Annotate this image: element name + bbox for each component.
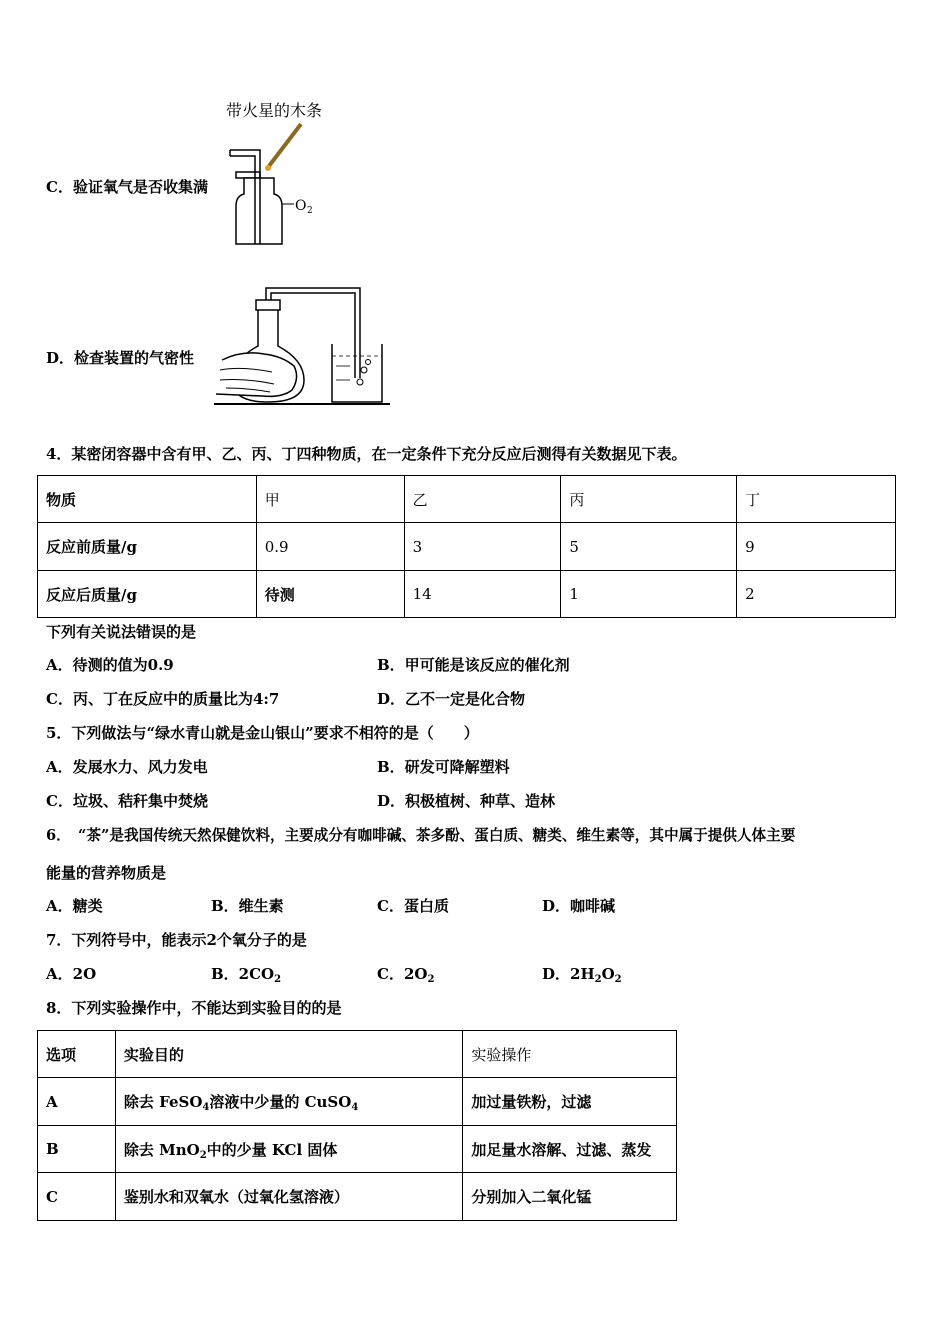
table-cell: 2 [737,571,896,618]
q8-header-cell: 选项 [38,1031,116,1078]
q4-option-d: D．乙不一定是化合物 [377,690,526,708]
q7-option-c: C．$2O_2$ [377,965,435,985]
q5-stem: 5．下列做法与“绿水青山就是金山银山”要求不相符的是（ ） [46,724,479,742]
table-row [38,1173,677,1221]
table-cell: 1 [561,571,737,618]
stopper-icon [236,172,260,178]
table-cell: 加过量铁粉，过滤 [463,1078,677,1126]
table-cell: 待测 [256,571,404,618]
q5-option-d: D．积极植树、种草、造林 [377,792,556,810]
table-cell: 分别加入二氧化锰 [463,1173,677,1221]
q7-option-d: D．$2H_2O_2$ [542,965,622,985]
q4-header-row [38,476,896,523]
q4-header-cell: 丙 [561,476,737,523]
spark-icon [265,165,271,171]
q8-stem: 8．下列实验操作中，不能达到实验目的的是 [46,999,342,1017]
q4-prompt: 下列有关说法错误的是 [46,623,197,641]
q4-stem: 4．某密闭容器中含有甲、乙、丙、丁四种物质，在一定条件下充分反应后测得有关数据见下表。 [46,445,687,463]
q5-option-a: A．发展水力、风力发电 [46,758,208,776]
q4-option-b: B．甲可能是该反应的催化剂 [377,656,570,674]
table-row [38,571,896,618]
q6-option-c: C．蛋白质 [377,897,449,915]
q4-table [37,475,896,618]
q4-header-cell: 物质 [38,476,257,523]
table-row [38,1078,677,1126]
gas-bottle-icon [236,178,282,244]
option-c-label: C．验证氧气是否收集满 [46,178,208,196]
table-row [38,523,896,571]
oxygen-collection-figure [222,98,340,250]
q4-header-cell: 丁 [737,476,896,523]
table-cell: 加足量水溶解、过滤、蒸发 [463,1126,677,1173]
q7-option-b: B．$2CO_2$ [211,965,282,985]
q6-option-a: A．糖类 [46,897,103,915]
q4-header-cell: 乙 [404,476,561,523]
table-cell: 鉴别水和双氧水（过氧化氢溶液） [115,1173,462,1221]
beaker-icon [332,344,382,402]
q5-option-b: B．研发可降解塑料 [377,758,510,776]
option-d-label: D．检查装置的气密性 [46,349,195,367]
q4-option-a: A．待测的值为0.9 [46,656,174,674]
table-cell: 14 [404,571,561,618]
airtightness-figure [212,282,392,412]
svg-text:2: 2 [307,206,313,216]
table-cell: 9 [737,523,896,571]
q6-stem-line1: 6． “茶”是我国传统天然保健饮料，主要成分有咖啡碱、茶多酚、蛋白质、糖类、维生素等，其中属于提供人体主要 [46,827,796,844]
svg-text:O: O [295,198,307,214]
q8-header-cell: 实验操作 [463,1031,677,1078]
q6-stem-line2: 能量的营养物质是 [46,864,167,882]
fig-label-splint: 带火星的木条 [226,101,323,120]
q7-stem: 7．下列符号中，能表示2个氧分子的是 [46,931,307,949]
table-cell: 5 [561,523,737,571]
table-cell: C [38,1173,116,1221]
q4-option-c: C．丙、丁在反应中的质量比为4:7 [46,690,280,708]
splint-icon [269,124,301,166]
table-cell: B [38,1126,116,1173]
table-cell: 0.9 [256,523,404,571]
table-cell: 反应后质量/g [38,571,257,618]
q6-option-b: B．维生素 [211,897,284,915]
q6-option-d: D．咖啡碱 [542,897,616,915]
q4-header-cell: 甲 [256,476,404,523]
table-cell: 3 [404,523,561,571]
table-cell: 反应前质量/g [38,523,257,571]
table-cell: 除去 FeSO$_4$溶液中少量的 CuSO$_4$ [115,1078,462,1126]
table-cell: A [38,1078,116,1126]
q8-header-cell: 实验目的 [115,1031,462,1078]
q5-option-c: C．垃圾、秸秆集中焚烧 [46,792,208,810]
table-row [38,1126,677,1173]
table-cell: 除去 MnO$_2$中的少量 KCl 固体 [115,1126,462,1173]
q8-table [37,1030,677,1221]
q7-option-a: A．2O [46,965,97,983]
q8-header-row [38,1031,677,1078]
